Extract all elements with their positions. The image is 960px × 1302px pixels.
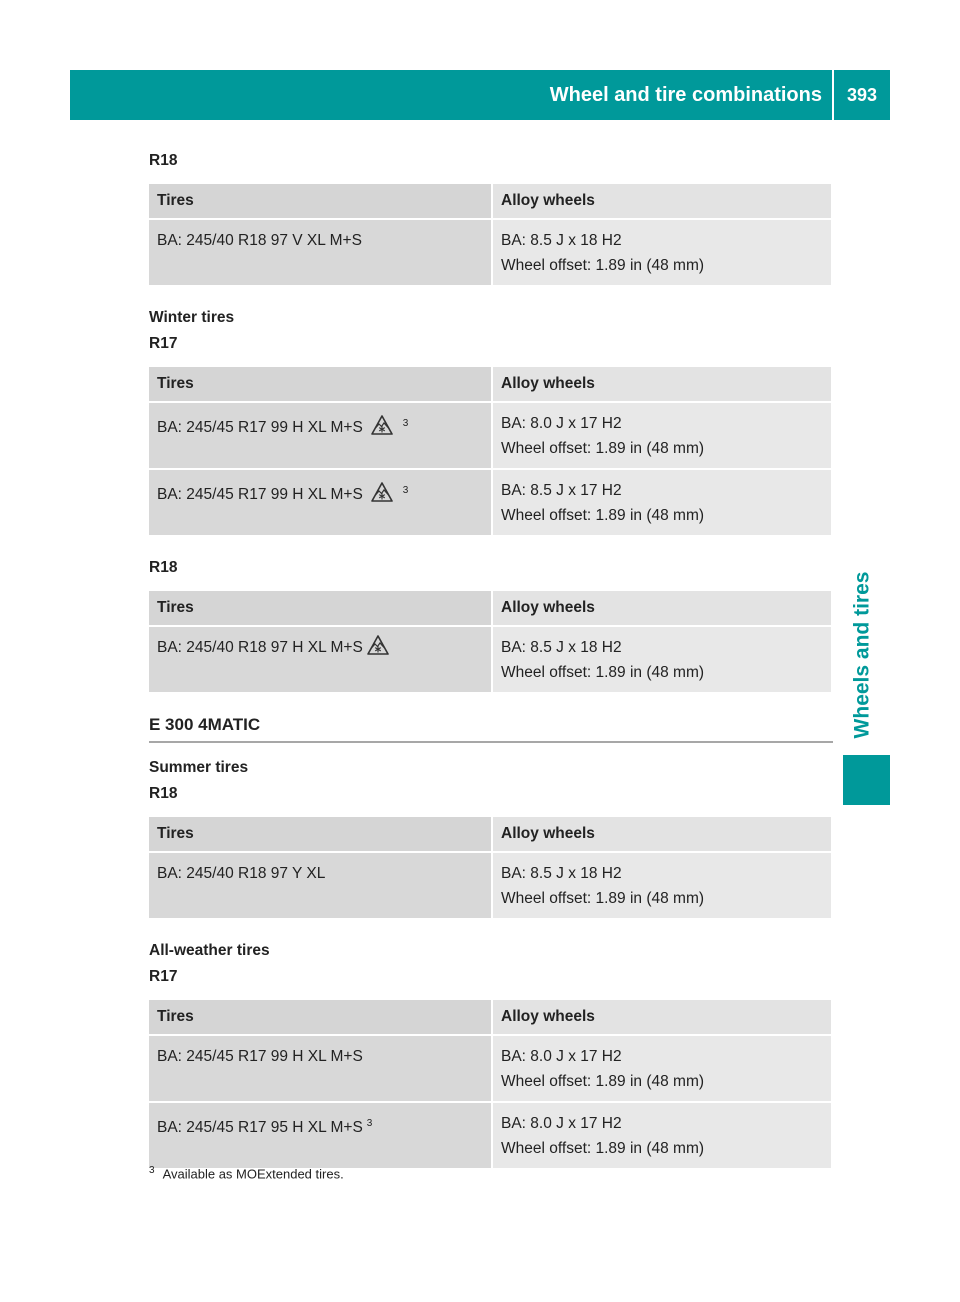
section-heading: E 300 4MATIC	[149, 712, 833, 743]
table-row	[149, 1036, 833, 1101]
tire-spec: BA: 245/45 R17 99 H XL M+S	[157, 419, 363, 437]
tire-spec: BA: 245/40 R18 97 Y XL	[157, 865, 326, 882]
footnote-ref: 3	[402, 418, 409, 429]
page-content	[149, 148, 833, 1188]
size-label: R18	[149, 785, 178, 802]
table-row	[149, 1103, 833, 1168]
tire-spec: BA: 245/40 R18 97 H XL M+S	[157, 639, 363, 656]
wheel-cell	[493, 470, 833, 535]
tire-cell	[149, 470, 493, 535]
col-header-tires: Tires	[149, 591, 493, 625]
wheel-cell	[493, 220, 833, 285]
wheel-offset: Wheel offset: 1.89 in (48 mm)	[501, 890, 705, 907]
page-title: Wheel and tire combinations	[549, 83, 822, 106]
wheel-offset: Wheel offset: 1.89 in (48 mm)	[501, 507, 705, 524]
table-row	[149, 627, 833, 692]
table-header-row	[149, 591, 833, 625]
wheel-offset: Wheel offset: 1.89 in (48 mm)	[501, 1073, 705, 1090]
page-header	[70, 70, 890, 120]
table-row	[149, 403, 833, 468]
wheel-cell	[493, 1036, 833, 1101]
wheel-spec: BA: 8.5 J x 17 H2	[501, 482, 622, 499]
tire-cell	[149, 627, 493, 692]
page-number: 393	[846, 84, 878, 105]
tire-spec: BA: 245/40 R18 97 V XL M+S	[157, 232, 362, 249]
wheel-spec: BA: 8.5 J x 18 H2	[501, 232, 622, 249]
wheel-offset: Wheel offset: 1.89 in (48 mm)	[501, 664, 705, 681]
footnote-mark: 3	[149, 1165, 155, 1176]
col-header-wheels: Alloy wheels	[493, 367, 833, 401]
footnote-ref: 3	[366, 1118, 373, 1129]
wheel-spec: BA: 8.0 J x 17 H2	[501, 1115, 622, 1132]
tire-category: Winter tires	[149, 309, 235, 326]
wheel-spec: BA: 8.5 J x 18 H2	[501, 639, 622, 656]
spec-table	[149, 815, 833, 920]
table-header-row	[149, 1000, 833, 1034]
footnote-ref: 3	[402, 485, 409, 496]
tire-category: Summer tires	[149, 759, 249, 776]
side-tab-label: Wheels and tires	[850, 571, 874, 739]
col-header-wheels: Alloy wheels	[493, 817, 833, 851]
col-header-tires: Tires	[149, 367, 493, 401]
col-header-tires: Tires	[149, 817, 493, 851]
wheel-offset: Wheel offset: 1.89 in (48 mm)	[501, 1140, 705, 1157]
size-label: R18	[149, 559, 178, 576]
wheel-cell	[493, 853, 833, 918]
wheel-offset: Wheel offset: 1.89 in (48 mm)	[501, 440, 705, 457]
table-header-row	[149, 184, 833, 218]
spec-table	[149, 182, 833, 287]
table-row	[149, 220, 833, 285]
col-header-wheels: Alloy wheels	[493, 1000, 833, 1034]
wheel-spec: BA: 8.0 J x 17 H2	[501, 1048, 622, 1065]
tire-cell	[149, 1103, 493, 1168]
tire-cell	[149, 220, 493, 285]
snowflake-mountain-icon	[371, 415, 393, 435]
footnote	[149, 1165, 344, 1181]
snowflake-mountain-icon	[367, 635, 389, 655]
wheel-offset: Wheel offset: 1.89 in (48 mm)	[501, 257, 705, 274]
tire-cell	[149, 403, 493, 468]
size-label: R18	[149, 152, 178, 169]
wheel-spec: BA: 8.5 J x 18 H2	[501, 865, 622, 882]
side-tab	[843, 560, 881, 750]
table-row	[149, 470, 833, 535]
wheel-spec: BA: 8.0 J x 17 H2	[501, 415, 622, 432]
snowflake-mountain-icon	[371, 482, 393, 502]
spec-table	[149, 998, 833, 1170]
tire-spec: BA: 245/45 R17 99 H XL M+S	[157, 486, 363, 504]
tire-spec: BA: 245/45 R17 99 H XL M+S	[157, 1048, 363, 1065]
table-header-row	[149, 367, 833, 401]
footnote-text: Available as MOExtended tires.	[162, 1166, 344, 1182]
tire-spec: BA: 245/45 R17 95 H XL M+S	[157, 1119, 363, 1137]
tire-category: All-weather tires	[149, 942, 270, 959]
table-row	[149, 853, 833, 918]
col-header-tires: Tires	[149, 184, 493, 218]
spec-table	[149, 365, 833, 537]
tire-cell	[149, 1036, 493, 1101]
wheel-cell	[493, 403, 833, 468]
wheel-cell	[493, 627, 833, 692]
col-header-tires: Tires	[149, 1000, 493, 1034]
table-header-row	[149, 817, 833, 851]
col-header-wheels: Alloy wheels	[493, 591, 833, 625]
tire-cell	[149, 853, 493, 918]
wheel-cell	[493, 1103, 833, 1168]
size-label: R17	[149, 335, 178, 352]
size-label: R17	[149, 968, 178, 985]
side-tab-marker	[843, 755, 890, 805]
col-header-wheels: Alloy wheels	[493, 184, 833, 218]
spec-table	[149, 589, 833, 694]
